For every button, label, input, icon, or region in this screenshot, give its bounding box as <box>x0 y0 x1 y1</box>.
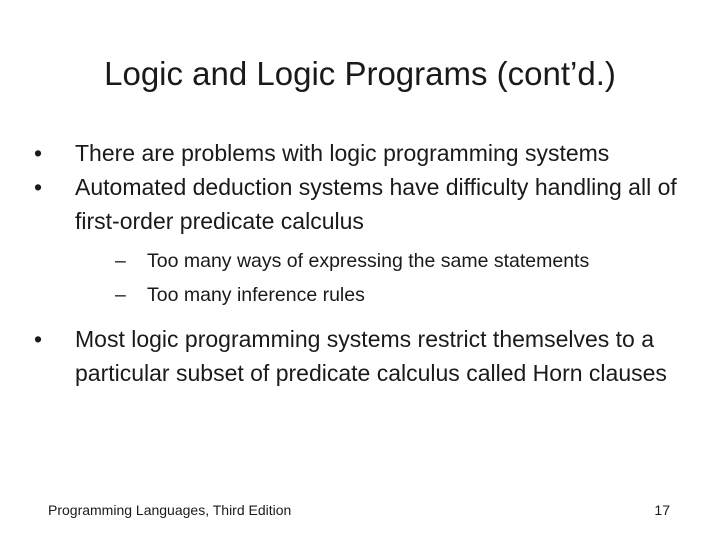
sub-bullet-text: Too many inference rules <box>147 284 365 306</box>
sub-bullet-item <box>75 278 694 312</box>
sub-bullet-marker: – <box>115 250 126 272</box>
bullet-list <box>34 136 694 390</box>
bullet-item <box>34 170 694 312</box>
slide-title: Logic and Logic Programs (cont’d.) <box>104 55 616 92</box>
sub-bullet-item <box>75 244 694 278</box>
page-number: 17 <box>654 502 670 518</box>
footer-book-title: Programming Languages, Third Edition <box>48 502 292 518</box>
bullet-text: Automated deduction systems have difficulty handling all of first-order predicate calculus <box>75 174 677 234</box>
bullet-text: Most logic programming systems restrict themselves to a particular subset of predicate calculus called Horn clauses <box>75 326 667 386</box>
bullet-marker: • <box>34 174 43 200</box>
bullet-item <box>34 322 694 390</box>
bullet-marker: • <box>34 140 43 166</box>
bullet-item <box>34 136 694 170</box>
sub-bullet-list <box>75 244 694 312</box>
sub-bullet-text: Too many ways of expressing the same statements <box>147 250 590 272</box>
bullet-text: There are problems with logic programming systems <box>75 140 610 166</box>
bullet-marker: • <box>34 326 43 352</box>
sub-bullet-marker: – <box>115 284 126 306</box>
